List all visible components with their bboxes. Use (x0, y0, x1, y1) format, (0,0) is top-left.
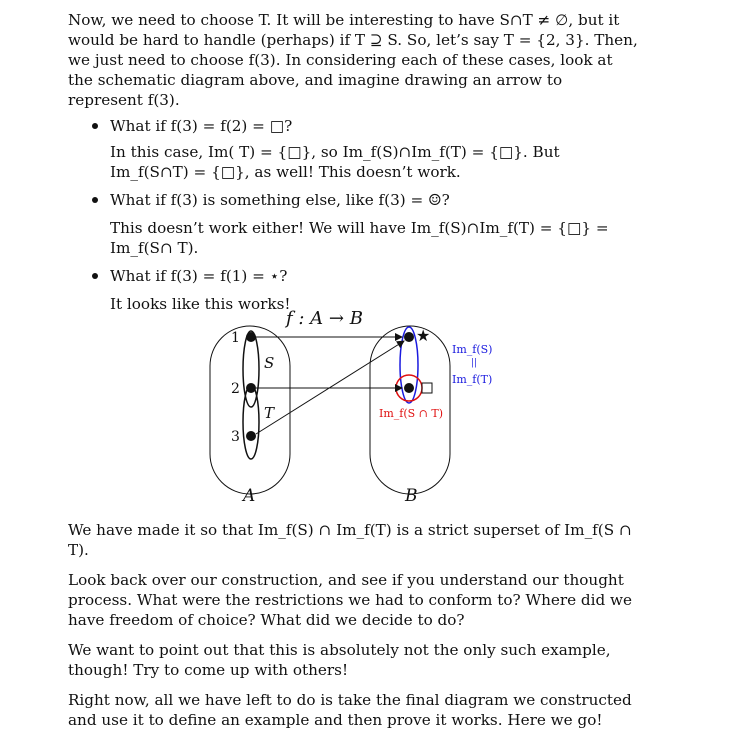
image-s-cap-t-label: Im_f(S ∩ T) (379, 407, 444, 420)
case-item (68, 190, 638, 258)
subset-t-label: T (264, 404, 275, 422)
case-answer: It looks like this works! (110, 295, 291, 313)
other-examples-paragraph: We want to point out that this is absolutely not the only such example, though! Try to come up with others! (68, 641, 611, 679)
case-item (68, 266, 638, 314)
document-page (68, 10, 638, 730)
square-element-icon (422, 383, 432, 393)
element-2-label: 2 (231, 381, 240, 397)
image-s-label: Im_f(S) (452, 343, 493, 356)
case-question: What if f(3) = f(1) = ⋆? (110, 267, 288, 285)
case-answer: This doesn’t work either! We will have Im_f(S)∩Im_f(T) = {□} = Im_f(S∩ T). (110, 219, 609, 257)
intro-paragraph: Now, we need to choose T. It will be interesting to have S∩T ≠ ∅, but it would be hard to handle (perhaps) if T ⊇ S. So, let’s say T = {2, 3}. Then, we just need to choose f(3). In considering each of these cases, look at the schematic diagram above, and imagine drawing an arrow to represent f(3). (68, 11, 638, 109)
subset-s-label: S (264, 354, 275, 372)
set-b-label: B (405, 486, 418, 506)
equals-mark: || (471, 358, 478, 368)
bullet-icon (92, 197, 98, 203)
case-question: What if f(3) is something else, like f(3) = ☺? (110, 191, 450, 209)
case-item (68, 116, 638, 182)
set-a-outline (210, 326, 290, 494)
case-question: What if f(3) = f(2) = □? (110, 117, 293, 135)
element-3-label: 3 (231, 429, 240, 445)
element-2-dot (246, 383, 256, 393)
bullet-icon (92, 123, 98, 129)
element-1-dot (246, 332, 256, 342)
reflection-paragraph: Look back over our construction, and see if you understand our thought process. What were the restrictions we had to conform to? Where did we have freedom of choice? What did we decide to do? (68, 571, 633, 629)
function-diagram (68, 308, 638, 514)
element-3-dot (246, 431, 256, 441)
map-label: f : A → B (286, 308, 363, 329)
set-a-label: A (243, 486, 256, 506)
diagram-svg (68, 314, 638, 514)
b-square-dot (404, 383, 414, 393)
subset-t-outline (243, 385, 259, 459)
star-element-icon: ★ (416, 326, 431, 345)
element-1-label: 1 (231, 330, 240, 346)
case-list (68, 116, 638, 314)
next-step-paragraph: Right now, all we have left to do is take the final diagram we constructed and use it to define an example and then prove it works. Here we go! (68, 691, 632, 729)
bullet-icon (92, 273, 98, 279)
superset-paragraph: We have made it so that Im_f(S) ∩ Im_f(T) is a strict superset of Im_f(S ∩ T). (68, 521, 632, 559)
case-answer: In this case, Im( T) = {□}, so Im_f(S)∩Im_f(T) = {□}. But Im_f(S∩T) = {□}, as well! This doesn’t work. (110, 143, 560, 181)
image-t-label: Im_f(T) (452, 373, 493, 386)
b-star-dot (404, 332, 414, 342)
